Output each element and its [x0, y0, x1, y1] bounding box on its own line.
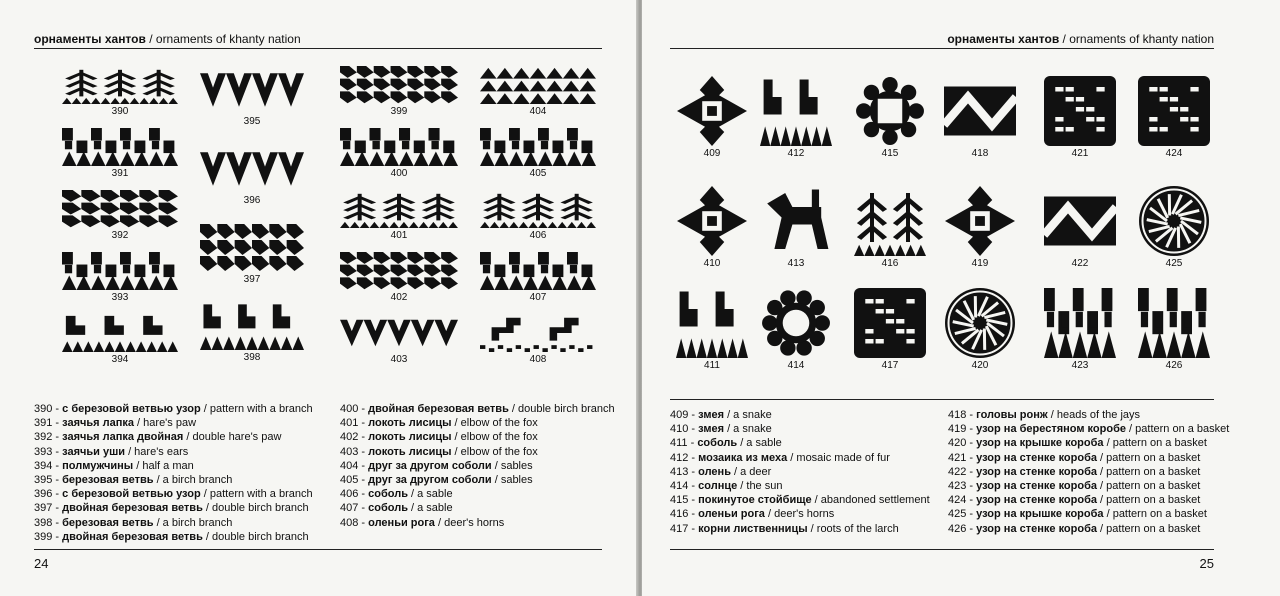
legend-russian: корни лиственницы — [698, 522, 808, 535]
ornament-393 — [62, 252, 178, 290]
legend-row-418 — [948, 408, 1229, 422]
legend-row-421 — [948, 451, 1229, 465]
legend-row-420 — [948, 436, 1229, 450]
legend-number: 398 - — [34, 516, 63, 529]
ornament-figure-411 — [676, 288, 748, 358]
ornament-label-424: 424 — [1165, 148, 1183, 159]
legend-russian: змея — [698, 423, 725, 436]
legend-english: / pattern on a basket — [1103, 508, 1207, 521]
legend-russian: двойная березовая ветвь — [62, 530, 203, 543]
ornament-413 — [760, 186, 832, 256]
legend-english: / roots of the larch — [807, 522, 899, 535]
legend-russian: узор на крышке короба — [976, 508, 1104, 521]
legend-row-422 — [948, 465, 1229, 479]
legend-russian: мозаика из меха — [698, 451, 788, 464]
ornament-figure-413 — [760, 186, 832, 256]
ornament-label-391: 391 — [111, 168, 129, 179]
ornament-figure-390 — [62, 66, 178, 104]
legend-russian: друг за другом соболи — [368, 474, 492, 487]
legend-number: 420 - — [948, 437, 977, 450]
ornament-424 — [1138, 76, 1210, 146]
legend-number: 391 - — [34, 417, 63, 430]
legend-russian: олень — [698, 465, 731, 478]
legend-row-407 — [340, 501, 615, 515]
legend-row-404 — [340, 459, 615, 473]
legend-english: / pattern on a basket — [1097, 522, 1201, 535]
ornament-figure-425 — [1138, 186, 1210, 256]
ornament-397 — [200, 224, 304, 272]
legend-number: 397 - — [34, 502, 63, 515]
legend-rule-right — [670, 399, 1214, 400]
ornament-figure-418 — [944, 76, 1016, 146]
ornament-figure-401 — [340, 190, 458, 228]
legend-english: / a snake — [724, 409, 772, 421]
legend-russian: узор на крышке короба — [976, 437, 1104, 450]
ornament-figure-402 — [340, 252, 458, 290]
legend-number: 394 - — [34, 459, 63, 472]
legend-number: 421 - — [948, 451, 977, 464]
ornament-label-419: 419 — [971, 258, 989, 269]
ornament-label-420: 420 — [971, 360, 989, 371]
ornament-label-397: 397 — [243, 273, 261, 285]
legend-english: / a sable — [737, 437, 782, 450]
ornament-figure-403 — [340, 314, 458, 352]
ornament-figure-407 — [480, 252, 596, 290]
ornament-423 — [1044, 288, 1116, 358]
ornament-figure-420 — [944, 288, 1016, 358]
legend-russian: соболь — [368, 488, 408, 501]
ornament-403 — [340, 314, 458, 352]
ornament-figure-417 — [854, 288, 926, 358]
ornament-label-417: 417 — [881, 360, 899, 371]
ornament-label-423: 423 — [1071, 360, 1089, 371]
legend-row-402 — [340, 430, 615, 444]
legend-row-403 — [340, 445, 615, 459]
ornament-figure-408 — [480, 314, 596, 352]
ornament-401 — [340, 190, 458, 228]
ornament-390 — [62, 66, 178, 104]
legend-number: 418 - — [948, 409, 977, 421]
ornament-figure-394 — [62, 314, 178, 352]
legend-english: / hare's paw — [134, 417, 197, 430]
ornament-412 — [760, 76, 832, 146]
legend-russian: полмужчины — [62, 459, 134, 472]
legend-english: / pattern with a branch — [200, 488, 313, 501]
ornament-410 — [676, 186, 748, 256]
legend-row-409 — [670, 408, 930, 422]
ornament-figure-409 — [676, 76, 748, 146]
ornament-figure-424 — [1138, 76, 1210, 146]
legend-english: / heads of the jays — [1047, 409, 1141, 421]
legend-row-401 — [340, 416, 615, 430]
ornament-label-411: 411 — [704, 360, 720, 371]
legend-row-393 — [34, 445, 313, 459]
legend-english: / deer's horns — [764, 508, 835, 521]
ornament-408 — [480, 314, 596, 352]
ornament-label-392: 392 — [111, 230, 129, 241]
legend-english: / a birch branch — [153, 516, 233, 529]
legend-russian: змея — [698, 409, 725, 421]
ornament-label-416: 416 — [881, 258, 899, 269]
legend-english: / pattern on a basket — [1097, 480, 1201, 493]
ornament-figure-391 — [62, 128, 178, 166]
legend-row-406 — [340, 487, 615, 501]
legend-number: 406 - — [340, 488, 369, 501]
ornament-407 — [480, 252, 596, 290]
ornament-label-390: 390 — [111, 106, 129, 117]
header-rule-left — [34, 48, 602, 49]
legend-row-400 — [340, 402, 615, 416]
legend-russian: локоть лисицы — [368, 431, 452, 444]
ornament-label-409: 409 — [703, 148, 721, 159]
legend-number: 411 - — [670, 437, 698, 450]
legend-english: / double birch branch — [202, 530, 309, 543]
ornament-figure-404 — [480, 66, 596, 104]
ornament-label-408: 408 — [529, 354, 547, 365]
ornament-406 — [480, 190, 596, 228]
ornament-404 — [480, 66, 596, 104]
ornament-label-412: 412 — [787, 148, 805, 159]
ornament-figure-410 — [676, 186, 748, 256]
legend-row-398 — [34, 516, 313, 530]
legend-row-417 — [670, 522, 930, 536]
ornament-label-393: 393 — [111, 292, 129, 303]
legend-row-415 — [670, 493, 930, 507]
legend-russian: двойная березовая ветвь — [368, 403, 509, 415]
ornament-398 — [200, 302, 304, 350]
legend-left-col2 — [340, 402, 615, 530]
legend-row-410 — [670, 422, 930, 436]
ornament-label-399: 399 — [390, 106, 408, 117]
footer-rule-left — [34, 549, 602, 550]
legend-english: / elbow of the fox — [451, 417, 538, 430]
ornament-label-403: 403 — [390, 354, 408, 365]
legend-english: / a sable — [407, 488, 453, 501]
legend-row-395 — [34, 473, 313, 487]
legend-russian: солнце — [698, 480, 738, 493]
ornament-figure-406 — [480, 190, 596, 228]
legend-russian: с березовой ветвью узор — [62, 403, 201, 415]
legend-number: 426 - — [948, 522, 977, 535]
ornament-figure-395 — [200, 66, 304, 114]
ornament-figure-421 — [1044, 76, 1116, 146]
ornament-392 — [62, 190, 178, 228]
legend-row-423 — [948, 479, 1229, 493]
ornament-figure-399 — [340, 66, 458, 104]
legend-number: 405 - — [340, 474, 369, 487]
legend-number: 419 - — [948, 423, 977, 436]
page-header-left: орнаменты хантов / ornaments of khanty nation — [34, 32, 301, 46]
ornament-409 — [676, 76, 748, 146]
legend-english: / mosaic made of fur — [787, 451, 890, 464]
legend-number: 395 - — [34, 474, 63, 487]
ornament-label-418: 418 — [971, 148, 989, 159]
ornament-label-421: 421 — [1071, 148, 1089, 159]
legend-english: / sables — [491, 459, 533, 472]
ornament-figure-412 — [760, 76, 832, 146]
legend-russian: друг за другом соболи — [368, 459, 492, 472]
ornament-figure-393 — [62, 252, 178, 290]
ornament-figure-396 — [200, 145, 304, 193]
legend-number: 396 - — [34, 488, 63, 501]
legend-number: 412 - — [670, 451, 699, 464]
ornament-label-414: 414 — [787, 360, 805, 371]
ornament-figure-397 — [200, 224, 304, 272]
legend-english: / a snake — [724, 423, 772, 436]
legend-number: 390 - — [34, 403, 63, 415]
ornament-label-426: 426 — [1165, 360, 1183, 371]
ornament-394 — [62, 314, 178, 352]
ornament-391 — [62, 128, 178, 166]
ornament-figure-423 — [1044, 288, 1116, 358]
legend-right-col1 — [670, 408, 930, 536]
legend-english: / hare's ears — [125, 445, 189, 458]
legend-number: 423 - — [948, 480, 977, 493]
right-page — [642, 0, 1280, 596]
legend-number: 425 - — [948, 508, 977, 521]
ornament-402 — [340, 252, 458, 290]
legend-number: 404 - — [340, 459, 369, 472]
ornament-415 — [854, 76, 926, 146]
legend-english: / sables — [491, 474, 533, 487]
ornament-419 — [944, 186, 1016, 256]
legend-number: 410 - — [670, 423, 699, 436]
ornament-figure-400 — [340, 128, 458, 166]
legend-russian: покинутое стойбище — [698, 494, 812, 507]
legend-number: 417 - — [670, 522, 699, 535]
ornament-416 — [854, 186, 926, 256]
legend-number: 424 - — [948, 494, 977, 507]
ornament-label-410: 410 — [703, 258, 721, 269]
ornament-figure-415 — [854, 76, 926, 146]
ornament-label-407: 407 — [529, 292, 547, 303]
ornament-label-402: 402 — [390, 292, 408, 303]
legend-number: 401 - — [340, 417, 369, 430]
legend-number: 400 - — [340, 403, 369, 415]
legend-left-col1 — [34, 402, 313, 544]
legend-row-424 — [948, 493, 1229, 507]
legend-english: / elbow of the fox — [451, 445, 538, 458]
ornament-396 — [200, 145, 304, 193]
legend-english: / a sable — [407, 502, 453, 515]
legend-english: / double birch branch — [508, 403, 615, 415]
legend-russian: заячья лапка — [62, 417, 134, 430]
legend-row-419 — [948, 422, 1229, 436]
legend-number: 414 - — [670, 480, 699, 493]
legend-english: / double hare's paw — [183, 431, 282, 444]
ornament-figure-405 — [480, 128, 596, 166]
ornament-411 — [676, 288, 748, 358]
legend-row-396 — [34, 487, 313, 501]
legend-russian: с березовой ветвью узор — [62, 488, 201, 501]
legend-right-col2 — [948, 408, 1229, 536]
legend-english: / a deer — [730, 465, 772, 478]
ornament-422 — [1044, 186, 1116, 256]
legend-row-392 — [34, 430, 313, 444]
ornament-label-401: 401 — [390, 230, 408, 241]
legend-row-399 — [34, 530, 313, 544]
ornament-label-394: 394 — [111, 354, 129, 365]
ornament-label-398: 398 — [243, 352, 261, 364]
legend-row-426 — [948, 522, 1229, 536]
ornament-label-415: 415 — [881, 148, 899, 159]
legend-number: 422 - — [948, 465, 977, 478]
legend-number: 413 - — [670, 465, 699, 478]
legend-number: 409 - — [670, 409, 699, 421]
legend-number: 403 - — [340, 445, 369, 458]
page-number-left: 24 — [34, 556, 49, 571]
legend-row-390 — [34, 402, 313, 416]
legend-english: / pattern on a basket — [1097, 465, 1201, 478]
ornament-425 — [1138, 186, 1210, 256]
legend-row-391 — [34, 416, 313, 430]
legend-number: 408 - — [340, 516, 369, 529]
legend-english: / double birch branch — [202, 502, 309, 515]
legend-russian: березовая ветвь — [62, 516, 154, 529]
ornament-figure-416 — [854, 186, 926, 256]
legend-english: / pattern on a basket — [1103, 437, 1207, 450]
legend-russian: головы ронж — [976, 409, 1048, 421]
ornament-label-425: 425 — [1165, 258, 1183, 269]
legend-number: 416 - — [670, 508, 699, 521]
page-header-right: орнаменты хантов / ornaments of khanty nation — [947, 32, 1214, 46]
legend-russian: двойная березовая ветвь — [62, 502, 203, 515]
ornament-414 — [760, 288, 832, 358]
ornament-label-406: 406 — [529, 230, 547, 241]
legend-russian: узор на стенке короба — [976, 494, 1097, 507]
ornament-figure-426 — [1138, 288, 1210, 358]
legend-russian: локоть лисицы — [368, 445, 452, 458]
ornament-label-404: 404 — [529, 106, 547, 117]
ornament-420 — [944, 288, 1016, 358]
legend-number: 399 - — [34, 530, 63, 543]
ornament-label-396: 396 — [243, 194, 261, 206]
ornament-418 — [944, 76, 1016, 146]
legend-row-408 — [340, 516, 615, 530]
ornament-label-400: 400 — [390, 168, 408, 179]
ornament-figure-414 — [760, 288, 832, 358]
legend-english: / the sun — [737, 480, 783, 493]
legend-row-412 — [670, 451, 930, 465]
legend-russian: узор на берестяном коробе — [976, 423, 1126, 436]
ornament-label-422: 422 — [1071, 258, 1089, 269]
ornament-figure-422 — [1044, 186, 1116, 256]
ornament-figure-398 — [200, 302, 304, 350]
legend-row-414 — [670, 479, 930, 493]
legend-russian: узор на стенке короба — [976, 451, 1097, 464]
legend-russian: локоть лисицы — [368, 417, 452, 430]
ornament-426 — [1138, 288, 1210, 358]
legend-russian: заячья лапка двойная — [62, 431, 184, 444]
legend-russian: оленьи рога — [698, 508, 765, 521]
legend-number: 402 - — [340, 431, 369, 444]
legend-russian: березовая ветвь — [62, 474, 154, 487]
ornament-400 — [340, 128, 458, 166]
ornament-417 — [854, 288, 926, 358]
header-rule-right — [670, 48, 1214, 49]
ornament-figure-419 — [944, 186, 1016, 256]
legend-russian: узор на стенке короба — [976, 465, 1097, 478]
legend-row-413 — [670, 465, 930, 479]
legend-english: / pattern on a basket — [1126, 423, 1230, 436]
ornament-399 — [340, 66, 458, 104]
legend-english: / a birch branch — [153, 474, 233, 487]
legend-russian: соболь — [697, 437, 738, 450]
ornament-395 — [200, 66, 304, 114]
legend-number: 392 - — [34, 431, 63, 444]
legend-number: 407 - — [340, 502, 369, 515]
legend-number: 393 - — [34, 445, 63, 458]
page-number-right: 25 — [1199, 556, 1214, 571]
legend-row-394 — [34, 459, 313, 473]
ornament-label-413: 413 — [787, 258, 805, 269]
legend-english: / abandoned settlement — [811, 494, 930, 507]
legend-english: / deer's horns — [434, 516, 505, 529]
legend-row-425 — [948, 507, 1229, 521]
legend-russian: заячьи уши — [62, 445, 126, 458]
legend-row-416 — [670, 507, 930, 521]
legend-english: / pattern on a basket — [1097, 494, 1201, 507]
legend-english: / elbow of the fox — [451, 431, 538, 444]
ornament-405 — [480, 128, 596, 166]
legend-number: 415 - — [670, 494, 699, 507]
legend-russian: узор на стенке короба — [976, 522, 1097, 535]
legend-english: / half a man — [133, 459, 194, 472]
legend-russian: оленьи рога — [368, 516, 435, 529]
ornament-figure-392 — [62, 190, 178, 228]
footer-rule-right — [670, 549, 1214, 550]
legend-english: / pattern on a basket — [1097, 451, 1201, 464]
legend-row-397 — [34, 501, 313, 515]
legend-russian: соболь — [368, 502, 408, 515]
left-page — [0, 0, 638, 596]
ornament-label-405: 405 — [529, 168, 547, 179]
legend-russian: узор на стенке короба — [976, 480, 1097, 493]
legend-english: / pattern with a branch — [200, 403, 313, 415]
legend-row-405 — [340, 473, 615, 487]
ornament-421 — [1044, 76, 1116, 146]
ornament-label-395: 395 — [243, 116, 261, 127]
legend-row-411 — [670, 436, 930, 450]
